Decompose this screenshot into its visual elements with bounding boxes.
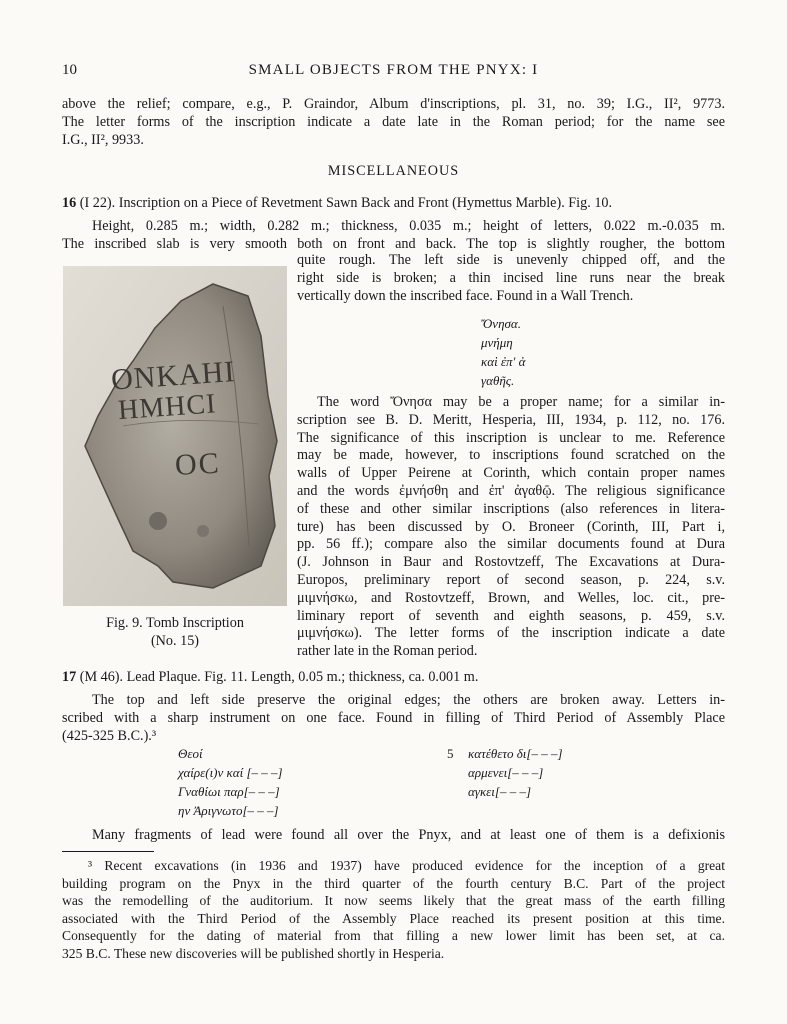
- text-line: right side is broken; a thin incised line runs near the break: [297, 269, 725, 286]
- footnote-line: Consequently for the dating of material from that filling a new lower limit has been set, at ca.: [62, 928, 725, 944]
- stone-letter-line: ΗΜΗCΙ: [117, 388, 218, 427]
- text-line: rather late in the Roman period.: [297, 643, 478, 660]
- entry-16-heading: [62, 195, 725, 213]
- footnote-line: ³ Recent excavations (in 1936 and 1937) have produced evidence for the inception of a great: [88, 858, 725, 873]
- text-line: μιμνήσκω, and Rostovtzeff, Brown, and Welles, loc. cit., pre-: [297, 589, 725, 606]
- text-line: The significance of this inscription is unclear to me. Reference: [297, 429, 725, 446]
- footnote-rule: [62, 851, 154, 852]
- footnote-line: associated with the Third Period of the Assembly Place reached its present position at this time.: [62, 910, 725, 926]
- footnote-line: 325 B.C. These new discoveries will be published shortly in Hesperia.: [62, 945, 445, 961]
- running-title: SMALL OBJECTS FROM THE PNYX: I: [248, 62, 539, 78]
- stone-letter-line: ΟC: [174, 446, 222, 482]
- caption-line: Fig. 9. Tomb Inscription: [106, 615, 244, 631]
- footnote-line: building program on the Pnyx in the third quarter of the fourth century B.C. Part of the project: [62, 875, 725, 891]
- text-line: scribed with a sharp instrument on one face. Found in filling of Third Period of Assembly Place: [62, 709, 725, 726]
- entry-16-description-wrap: [297, 252, 725, 305]
- text-line: ture) has been discussed by O. Broneer (Corinth, III, Part i,: [297, 518, 725, 535]
- text-line: of these and other similar inscriptions (also references in litera-: [297, 500, 725, 517]
- text-line: may be made, however, to inscriptions found scratched on the: [297, 447, 725, 464]
- entry-17-heading: [62, 669, 725, 687]
- text-line: Europos, preliminary report of second season, p. 224, s.v.: [297, 571, 725, 588]
- text-line: (425-325 B.C.).³: [62, 727, 157, 744]
- inscription-line: αγκει[– – –]: [468, 784, 532, 799]
- footnote-line: was the remodelling of the auditorium. It now seems likely that the great mass of the earth filling: [62, 893, 725, 909]
- text-line: liminary report of seventh and eighth seasons, p. 459, s.v.: [297, 607, 725, 624]
- text-line: The top and left side preserve the original edges; the others are broken away. Letters in-: [92, 692, 725, 708]
- inscription-line: κατέθετο δι[– – –]: [468, 746, 563, 761]
- caption-line: (No. 15): [150, 633, 200, 649]
- entry-17-inscription-right: [468, 744, 563, 801]
- entry-heading-text: (I 22). Inscription on a Piece of Revetment Sawn Back and Front (Hymettus Marble). Fig. 10.: [76, 195, 613, 211]
- text-line: μιμνήσκω). The letter forms of the inscription indicate a date: [297, 625, 725, 642]
- text-line: pp. 56 ff.); compare also the similar documents found at Dura: [297, 536, 725, 553]
- inscription-line: αρμενει[– – –]: [468, 765, 544, 780]
- entry-17-description: [62, 692, 725, 745]
- entry-16-description: [62, 218, 725, 254]
- figure-caption: [63, 614, 287, 650]
- text-line: The word Ὄνησα may be a proper name; for a similar in-: [317, 394, 725, 410]
- text-line: The inscribed slab is very smooth both on front and back. The top is slightly rougher, the bottom: [62, 235, 725, 252]
- stone-letter-line: ΟΝΚΑΗΙ: [110, 354, 237, 397]
- inscription-line: Γναθίωι παρ[– – –]: [178, 784, 280, 799]
- text-line: Many fragments of lead were found all over the Pnyx, and at least one of them is a defixionis: [92, 827, 725, 843]
- entry-16-inscription: [481, 314, 525, 390]
- entry-number: 16: [62, 195, 77, 211]
- inscription-line: μνήμη: [481, 335, 513, 350]
- inscription-line: ην Ἀριγνωτο[– – –]: [178, 803, 279, 818]
- page-number: 10: [62, 62, 77, 78]
- text-line: I.G., II², 9933.: [62, 131, 144, 148]
- text-line: The letter forms of the inscription indicate a date late in the Roman period; for the name see: [62, 113, 725, 130]
- entry-number: 17: [62, 669, 77, 685]
- text-line: above the relief; compare, e.g., P. Graindor, Album d'inscriptions, pl. 31, no. 39; I.G., II², 9773.: [62, 96, 725, 112]
- entry-17-inscription-left: [178, 744, 283, 820]
- text-line: quite rough. The left side is unevenly chipped off, and the: [297, 252, 725, 268]
- text-line: (J. Johnson in Baur and Rostovtzeff, The Excavations at Dura-: [297, 554, 725, 571]
- entry-16-commentary: [297, 394, 725, 661]
- stone-fragment-image: [63, 266, 287, 606]
- section-heading: MISCELLANEOUS: [327, 163, 460, 179]
- text-line: vertically down the inscribed face. Found in a Wall Trench.: [297, 287, 634, 304]
- inscription-line: Ὄνησα.: [481, 316, 521, 331]
- footnote: [62, 857, 725, 963]
- text-line: Height, 0.285 m.; width, 0.282 m.; thickness, 0.035 m.; height of letters, 0.022 m.-0.035 m.: [92, 218, 725, 234]
- text-line: walls of Upper Peirene at Corinth, which contain proper names: [297, 465, 725, 482]
- inscription-line-number: 5: [447, 746, 454, 761]
- inscription-line: καὶ ἐπ' ἀ: [481, 354, 526, 369]
- text-line: and the words ἐμνήσθη and ἐπ' ἀγαθῷ. The religious significance: [297, 482, 725, 499]
- inscription-line: γαθῆς.: [481, 373, 515, 388]
- tomb-inscription-photo: [63, 266, 287, 606]
- page-header: [62, 62, 725, 82]
- text-line: scription see B. D. Meritt, Hesperia, III, 1934, p. 112, no. 176.: [297, 411, 725, 428]
- inscription-line: χαίρε(ι)ν καί [– – –]: [178, 765, 283, 780]
- intro-paragraph: [62, 96, 725, 149]
- entry-17-continuation: [62, 827, 725, 845]
- entry-heading-text: (M 46). Lead Plaque. Fig. 11. Length, 0.05 m.; thickness, ca. 0.001 m.: [76, 669, 479, 685]
- inscription-line: Θεοί: [178, 746, 203, 761]
